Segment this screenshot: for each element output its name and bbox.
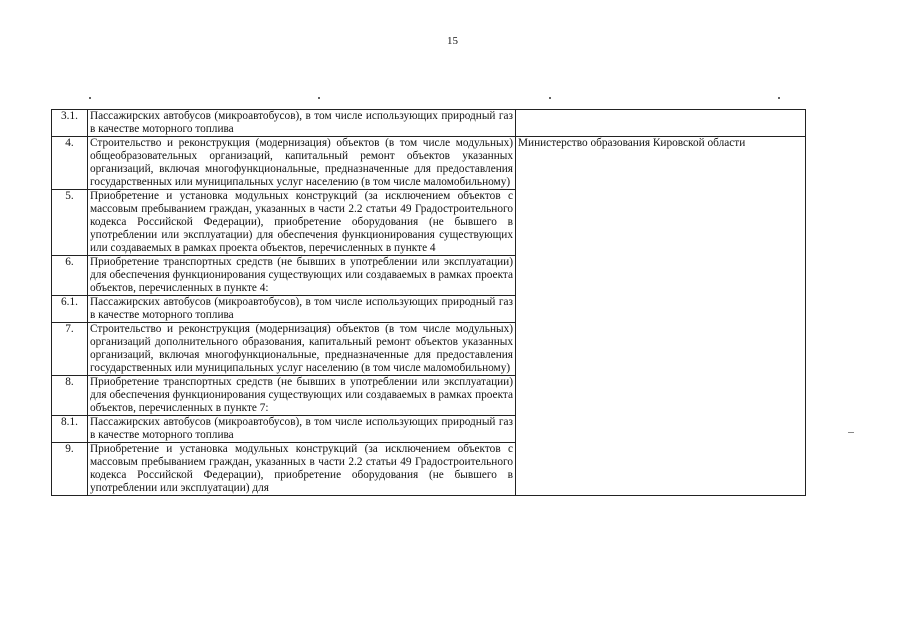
row-number: 4. (52, 137, 88, 190)
row-text: Приобретение транспортных средств (не бывших в употреблении или эксплуатации) для обеспечения функционирования существующих или создаваемых в рамках проекта объектов, перечисленных в пункте 7: (88, 376, 516, 416)
row-number: 5. (52, 190, 88, 256)
row-text: Строительство и реконструкция (модернизация) объектов (в том числе модульных) общеобразовательных организаций, капитальный ремонт объектов указанных организаций, включая многофункциональные, предназначенные для предоставления государственных или муниципальных услуг населению (в том числе маломобильному) (88, 137, 516, 190)
row-number: 8. (52, 376, 88, 416)
page-number: 15 (447, 35, 458, 47)
table-row (52, 137, 806, 190)
row-number: 6. (52, 256, 88, 296)
column-marker-dot (318, 97, 320, 99)
responsible-cell (516, 110, 806, 137)
row-number: 6.1. (52, 296, 88, 323)
row-number: 9. (52, 443, 88, 496)
scan-mark (848, 432, 854, 433)
row-text: Пассажирских автобусов (микроавтобусов), в том числе использующих природный газ в качестве моторного топлива (88, 110, 516, 137)
document-table (51, 109, 806, 496)
row-text: Приобретение и установка модульных конструкций (за исключением объектов с массовым пребыванием граждан, указанных в части 2.2 статьи 49 Градостроительного кодекса Российской Федерации), приобретение оборудования (не бывшего в употреблении или эксплуатации) для обеспечения функционирования существующих или создаваемых в рамках проекта объектов, перечисленных в пункте 4 (88, 190, 516, 256)
table-row (52, 110, 806, 137)
row-number: 8.1. (52, 416, 88, 443)
row-number: 3.1. (52, 110, 88, 137)
row-text: Приобретение и установка модульных конструкций (за исключением объектов с массовым пребыванием граждан, указанных в части 2.2 статьи 49 Градостроительного кодекса Российской Федерации), приобретение оборудования (не бывшего в употреблении или эксплуатации) для (88, 443, 516, 496)
column-marker-dot (549, 97, 551, 99)
row-number: 7. (52, 323, 88, 376)
row-text: Приобретение транспортных средств (не бывших в употреблении или эксплуатации) для обеспечения функционирования существующих или создаваемых в рамках проекта объектов, перечисленных в пункте 4: (88, 256, 516, 296)
row-text: Строительство и реконструкция (модернизация) объектов (в том числе модульных) организаций дополнительного образования, капитальный ремонт объектов указанных организаций, включая многофункциональные, предназначенные для предоставления государственных или муниципальных услуг населению (в том числе маломобильному) (88, 323, 516, 376)
row-text: Пассажирских автобусов (микроавтобусов), в том числе использующих природный газ в качестве моторного топлива (88, 296, 516, 323)
column-marker-dot (89, 97, 91, 99)
column-marker-dot (778, 97, 780, 99)
row-text: Пассажирских автобусов (микроавтобусов), в том числе использующих природный газ в качестве моторного топлива (88, 416, 516, 443)
responsible-cell: Министерство образования Кировской области (516, 137, 806, 496)
